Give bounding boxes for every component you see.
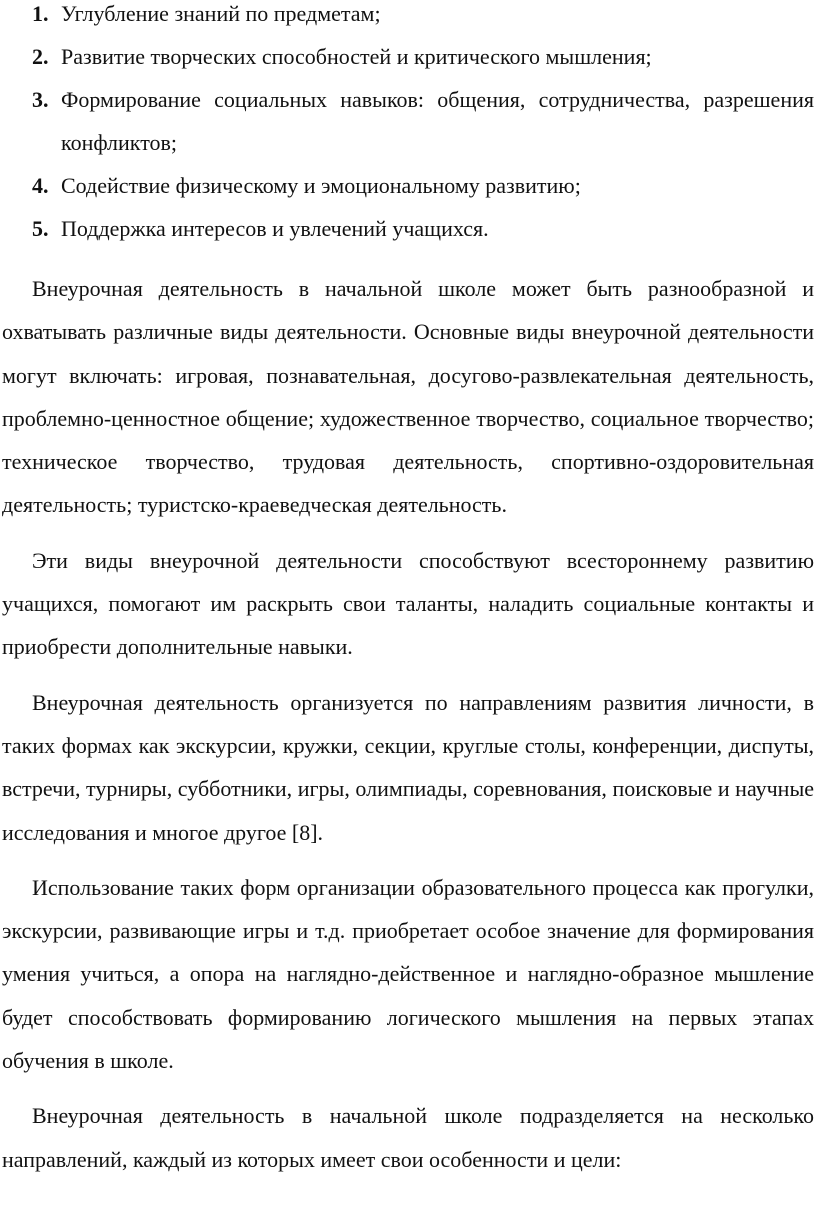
paragraph-directions-intro: Внеурочная деятельность в начальной школе подразделяется на несколько направлений, каждый из которых имеет свои особенности и цели: <box>2 1103 814 1172</box>
paragraph-activity-types: Внеурочная деятельность в начальной школе может быть разнообразной и охватывать различные виды деятельности. Основные виды внеурочной деятельности могут включать: игровая, познавательная, досугово-развлекательная деятельность, проблемно-ценностное общение; художественное творчество, социальное творчество; техническое творчество, трудовая деятельность, спортивно-оздоровительная деятельность; туристско-краеведческая деятельность. <box>2 276 814 518</box>
paragraph-activity-forms: Внеурочная деятельность организуется по направлениям развития личности, в таких формах как экскурсии, кружки, секции, круглые столы, конференции, диспуты, встречи, турниры, субботники, игры, олимпиады, соревнования, поисковые и научные исследования и многое другое [8]. <box>2 689 814 845</box>
list-item <box>2 164 814 207</box>
list-item <box>2 0 814 35</box>
list-item-number: 1. <box>32 1 49 26</box>
list-item-number: 3. <box>32 87 49 112</box>
paragraph-forms-importance: Использование таких форм организации образовательного процесса как прогулки, экскурсии, развивающие игры и т.д. приобретает особое значение для формирования умения учиться, а опора на наглядно-действенное и наглядно-образное мышление будет способствовать формированию логического мышления на первых этапах обучения в школе. <box>2 874 814 1074</box>
goals-list <box>2 0 814 250</box>
list-item-text: Формирование социальных навыков: общения, сотрудничества, разрешения конфликтов; <box>61 87 814 155</box>
list-item-number: 2. <box>32 44 49 69</box>
list-item-text: Содействие физическому и эмоциональному развитию; <box>61 173 581 198</box>
list-item-text: Поддержка интересов и увлечений учащихся. <box>61 216 489 241</box>
list-item <box>2 78 814 164</box>
paragraph-activity-benefits: Эти виды внеурочной деятельности способствуют всестороннему развитию учащихся, помогают им раскрыть свои таланты, наладить социальные контакты и приобрести дополнительные навыки. <box>2 547 814 660</box>
list-item-text: Углубление знаний по предметам; <box>61 1 381 26</box>
list-item-number: 5. <box>32 216 49 241</box>
list-item-number: 4. <box>32 173 49 198</box>
list-item-text: Развитие творческих способностей и критического мышления; <box>61 44 652 69</box>
list-item <box>2 207 814 250</box>
list-item <box>2 35 814 78</box>
